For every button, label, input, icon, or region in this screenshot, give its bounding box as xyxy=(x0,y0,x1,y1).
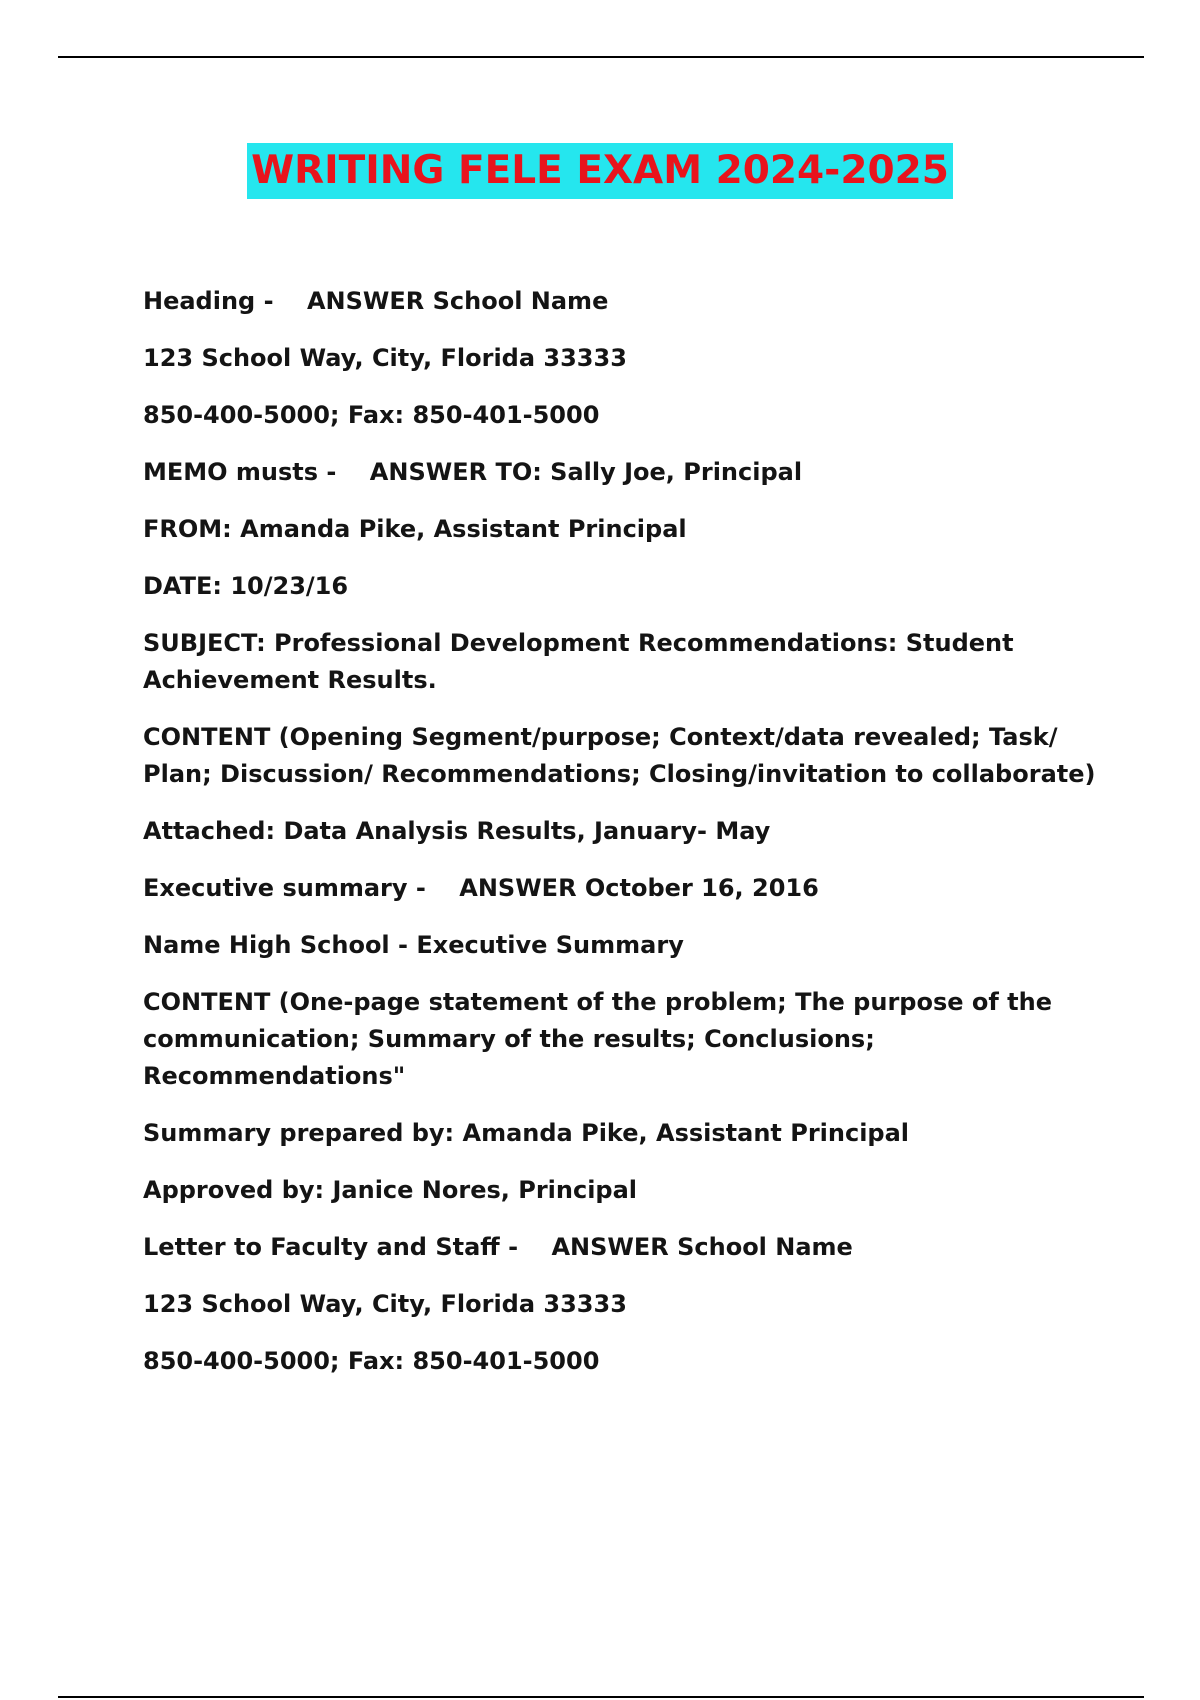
memo-date-line: DATE: 10/23/16 xyxy=(143,572,349,600)
summary-content-line: CONTENT (One-page statement of the problem; The purpose of the communication; Summary of the results; Conclusions; Recommendations" xyxy=(143,988,1052,1090)
bottom-divider xyxy=(58,1696,1144,1698)
phone-fax-line: 850-400-5000; Fax: 850-401-5000 xyxy=(143,401,600,429)
letter-phone-fax-line: 850-400-5000; Fax: 850-401-5000 xyxy=(143,1347,600,1375)
letter-question-line xyxy=(143,1229,1103,1266)
question-label: Heading - xyxy=(143,287,274,315)
address-line: 123 School Way, City, Florida 33333 xyxy=(143,344,627,372)
summary-school-line: Name High School - Executive Summary xyxy=(143,931,684,959)
answer-text: ANSWER School Name xyxy=(551,1233,853,1261)
answer-text: ANSWER October 16, 2016 xyxy=(459,874,819,902)
summary-approved-line: Approved by: Janice Nores, Principal xyxy=(143,1176,638,1204)
question-label: Executive summary - xyxy=(143,874,426,902)
memo-from-line: FROM: Amanda Pike, Assistant Principal xyxy=(143,515,687,543)
top-divider xyxy=(58,56,1144,58)
memo-content-line: CONTENT (Opening Segment/purpose; Context/data revealed; Task/ Plan; Discussion/ Recommendations; Closing/invitation to collaborate) xyxy=(143,723,1096,788)
question-label: Letter to Faculty and Staff - xyxy=(143,1233,519,1261)
question-label: MEMO musts - xyxy=(143,458,337,486)
memo-question-line xyxy=(143,454,1103,491)
summary-prepared-line: Summary prepared by: Amanda Pike, Assistant Principal xyxy=(143,1119,910,1147)
document-title: WRITING FELE EXAM 2024-2025 xyxy=(247,143,953,199)
memo-attached-line: Attached: Data Analysis Results, January- May xyxy=(143,817,771,845)
heading-question-line xyxy=(143,283,1103,320)
letter-address-line: 123 School Way, City, Florida 33333 xyxy=(143,1290,627,1318)
title-container xyxy=(0,143,1200,199)
answer-text: ANSWER School Name xyxy=(306,287,609,315)
executive-summary-question-line xyxy=(143,870,1103,907)
answer-text: ANSWER TO: Sally Joe, Principal xyxy=(369,458,803,486)
memo-subject-line: SUBJECT: Professional Development Recommendations: Student Achievement Results. xyxy=(143,629,1014,694)
document-body xyxy=(143,283,1103,1400)
